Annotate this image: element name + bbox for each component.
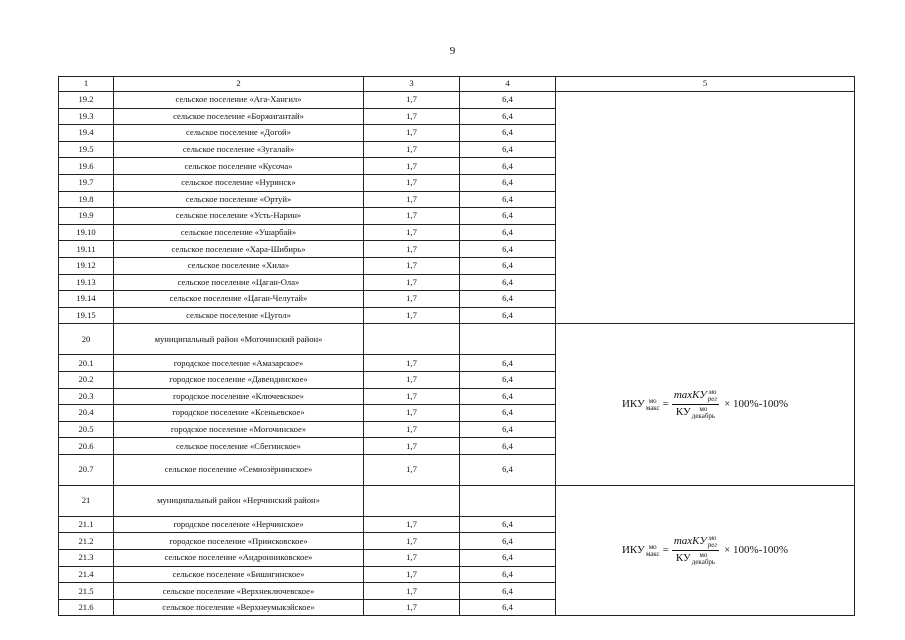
formula [622, 535, 788, 566]
row-number: 19.4 [59, 125, 114, 142]
empty-cell [364, 485, 460, 516]
formula-lhs: ИКУ [621, 543, 645, 556]
value-col3: 1,7 [364, 583, 460, 600]
settlement-name: сельское поселение «Андронниковское» [114, 550, 364, 567]
settlement-name: сельское поселение «Ушарбай» [114, 224, 364, 241]
settlement-name: городское поселение «Могочинское» [114, 421, 364, 438]
row-number: 21.5 [59, 583, 114, 600]
row-number: 20.2 [59, 371, 114, 388]
settlement-name: городское поселение «Давендинское» [114, 371, 364, 388]
value-col4: 6,4 [460, 108, 556, 125]
value-col3: 1,7 [364, 388, 460, 405]
section-row [59, 485, 855, 516]
formula-den-sup: мо [699, 551, 708, 560]
settlement-name: городское поселение «Амазарское» [114, 355, 364, 372]
value-col4: 6,4 [460, 191, 556, 208]
value-col3: 1,7 [364, 566, 460, 583]
value-col4: 6,4 [460, 125, 556, 142]
value-col4: 6,4 [460, 208, 556, 225]
empty-cell [460, 485, 556, 516]
empty-cell [364, 324, 460, 355]
row-number: 19.2 [59, 92, 114, 109]
value-col3: 1,7 [364, 274, 460, 291]
settlement-name: сельское поселение «Бишигинское» [114, 566, 364, 583]
row-number: 19.11 [59, 241, 114, 258]
value-col4: 6,4 [460, 599, 556, 616]
value-col4: 6,4 [460, 141, 556, 158]
row-number: 21.6 [59, 599, 114, 616]
value-col4: 6,4 [460, 533, 556, 550]
value-col3: 1,7 [364, 208, 460, 225]
formula-lhs-sub: макс [645, 549, 660, 558]
header-cell: 2 [114, 77, 364, 92]
row-number: 20.5 [59, 421, 114, 438]
row-number: 19.7 [59, 174, 114, 191]
formula-den: КУ [675, 552, 691, 565]
formula-den: КУ [675, 406, 691, 419]
row-number: 20.4 [59, 405, 114, 422]
settlement-name: сельское поселение «Ортуй» [114, 191, 364, 208]
formula-lhs-sub: макс [645, 403, 660, 412]
header-cell: 4 [460, 77, 556, 92]
value-col3: 1,7 [364, 599, 460, 616]
value-col3: 1,7 [364, 174, 460, 191]
row-number: 20.7 [59, 454, 114, 485]
section-name: муниципальный район «Нерчинский район» [114, 485, 364, 516]
formula-num: maxКУ [673, 535, 707, 548]
row-number: 19.5 [59, 141, 114, 158]
value-col3: 1,7 [364, 125, 460, 142]
section-row [59, 324, 855, 355]
row-number: 19.15 [59, 307, 114, 324]
row-number: 21.4 [59, 566, 114, 583]
value-col3: 1,7 [364, 257, 460, 274]
row-number: 19.10 [59, 224, 114, 241]
row-number: 19.3 [59, 108, 114, 125]
row-number: 21.3 [59, 550, 114, 567]
row-number: 21.2 [59, 533, 114, 550]
row-number: 20.3 [59, 388, 114, 405]
formula-den-sub: декабрь [691, 412, 716, 421]
value-col4: 6,4 [460, 371, 556, 388]
row-number: 21.1 [59, 516, 114, 533]
formula-num-sup: мо [708, 388, 717, 397]
formula-lhs-sup: мо [648, 396, 657, 405]
row-number: 19.14 [59, 291, 114, 308]
header-cell: 5 [556, 77, 855, 92]
value-col3: 1,7 [364, 224, 460, 241]
value-col4: 6,4 [460, 566, 556, 583]
formula-tail: × 100%-100% [724, 543, 789, 556]
formula-cell [556, 324, 855, 486]
settlement-name: городское поселение «Нерчинское» [114, 516, 364, 533]
value-col4: 6,4 [460, 421, 556, 438]
value-col3: 1,7 [364, 291, 460, 308]
settlement-name: городское поселение «Ключевское» [114, 388, 364, 405]
section-number: 21 [59, 485, 114, 516]
value-col4: 6,4 [460, 174, 556, 191]
formula-eq: = [662, 397, 669, 410]
settlement-name: сельское поселение «Усть-Нарин» [114, 208, 364, 225]
settlement-name: сельское поселение «Догой» [114, 125, 364, 142]
value-col3: 1,7 [364, 355, 460, 372]
formula-num: maxКУ [673, 389, 707, 402]
formula-lhs-sup: мо [648, 542, 657, 551]
row-number: 19.6 [59, 158, 114, 175]
value-col4: 6,4 [460, 355, 556, 372]
value-col3: 1,7 [364, 438, 460, 455]
value-col4: 6,4 [460, 550, 556, 567]
value-col4: 6,4 [460, 307, 556, 324]
value-col3: 1,7 [364, 141, 460, 158]
row-number: 19.13 [59, 274, 114, 291]
value-col4: 6,4 [460, 241, 556, 258]
value-col4: 6,4 [460, 291, 556, 308]
formula-fraction [672, 389, 719, 420]
settlement-name: сельское поселение «Цугол» [114, 307, 364, 324]
settlement-name: сельское поселение «Цаган-Ола» [114, 274, 364, 291]
value-col3: 1,7 [364, 421, 460, 438]
settlement-name: сельское поселение «Сбегинское» [114, 438, 364, 455]
empty-cell [460, 324, 556, 355]
value-col3: 1,7 [364, 533, 460, 550]
formula-num-sub: рег [707, 541, 718, 550]
formula-eq: = [662, 543, 669, 556]
formula-den-sup: мо [699, 405, 708, 414]
row-number: 19.12 [59, 257, 114, 274]
settlement-name: сельское поселение «Нуринск» [114, 174, 364, 191]
value-col4: 6,4 [460, 224, 556, 241]
row-number: 19.8 [59, 191, 114, 208]
row-number: 19.9 [59, 208, 114, 225]
row-number: 20.1 [59, 355, 114, 372]
header-cell: 3 [364, 77, 460, 92]
section-number: 20 [59, 324, 114, 355]
row-number: 20.6 [59, 438, 114, 455]
value-col4: 6,4 [460, 274, 556, 291]
settlement-name: сельское поселение «Семиозёрнинское» [114, 454, 364, 485]
table-row [59, 92, 855, 109]
value-col4: 6,4 [460, 388, 556, 405]
formula-cell [556, 92, 855, 324]
value-col4: 6,4 [460, 516, 556, 533]
formula-num-sub: рег [707, 395, 718, 404]
value-col4: 6,4 [460, 405, 556, 422]
value-col3: 1,7 [364, 92, 460, 109]
value-col3: 1,7 [364, 158, 460, 175]
value-col3: 1,7 [364, 371, 460, 388]
settlement-name: сельское поселение «Цаган-Челутай» [114, 291, 364, 308]
formula-cell [556, 485, 855, 616]
value-col3: 1,7 [364, 550, 460, 567]
formula-num-sup: мо [708, 534, 717, 543]
value-col4: 6,4 [460, 583, 556, 600]
value-col4: 6,4 [460, 438, 556, 455]
section-name: муниципальный район «Могочинский район» [114, 324, 364, 355]
formula-den-sub: декабрь [691, 558, 716, 567]
value-col4: 6,4 [460, 92, 556, 109]
formula-fraction [672, 535, 719, 566]
settlement-name: сельское поселение «Верхнеумыкэйское» [114, 599, 364, 616]
tariff-table [58, 76, 855, 616]
formula-lhs: ИКУ [621, 397, 645, 410]
value-col4: 6,4 [460, 158, 556, 175]
value-col4: 6,4 [460, 257, 556, 274]
page-number: 9 [449, 45, 456, 57]
settlement-name: сельское поселение «Ага-Хангил» [114, 92, 364, 109]
header-cell: 1 [59, 77, 114, 92]
value-col4: 6,4 [460, 454, 556, 485]
settlement-name: сельское поселение «Зугалай» [114, 141, 364, 158]
settlement-name: сельское поселение «Хила» [114, 257, 364, 274]
value-col3: 1,7 [364, 307, 460, 324]
header-row [59, 77, 855, 92]
value-col3: 1,7 [364, 454, 460, 485]
value-col3: 1,7 [364, 108, 460, 125]
value-col3: 1,7 [364, 191, 460, 208]
settlement-name: сельское поселение «Боржигантай» [114, 108, 364, 125]
value-col3: 1,7 [364, 516, 460, 533]
value-col3: 1,7 [364, 241, 460, 258]
formula [622, 389, 788, 420]
settlement-name: городское поселение «Приисковское» [114, 533, 364, 550]
settlement-name: городское поселение «Ксеньевское» [114, 405, 364, 422]
settlement-name: сельское поселение «Хара-Шибирь» [114, 241, 364, 258]
settlement-name: сельское поселение «Верхнеключевское» [114, 583, 364, 600]
formula-tail: × 100%-100% [724, 397, 789, 410]
settlement-name: сельское поселение «Кусоча» [114, 158, 364, 175]
value-col3: 1,7 [364, 405, 460, 422]
